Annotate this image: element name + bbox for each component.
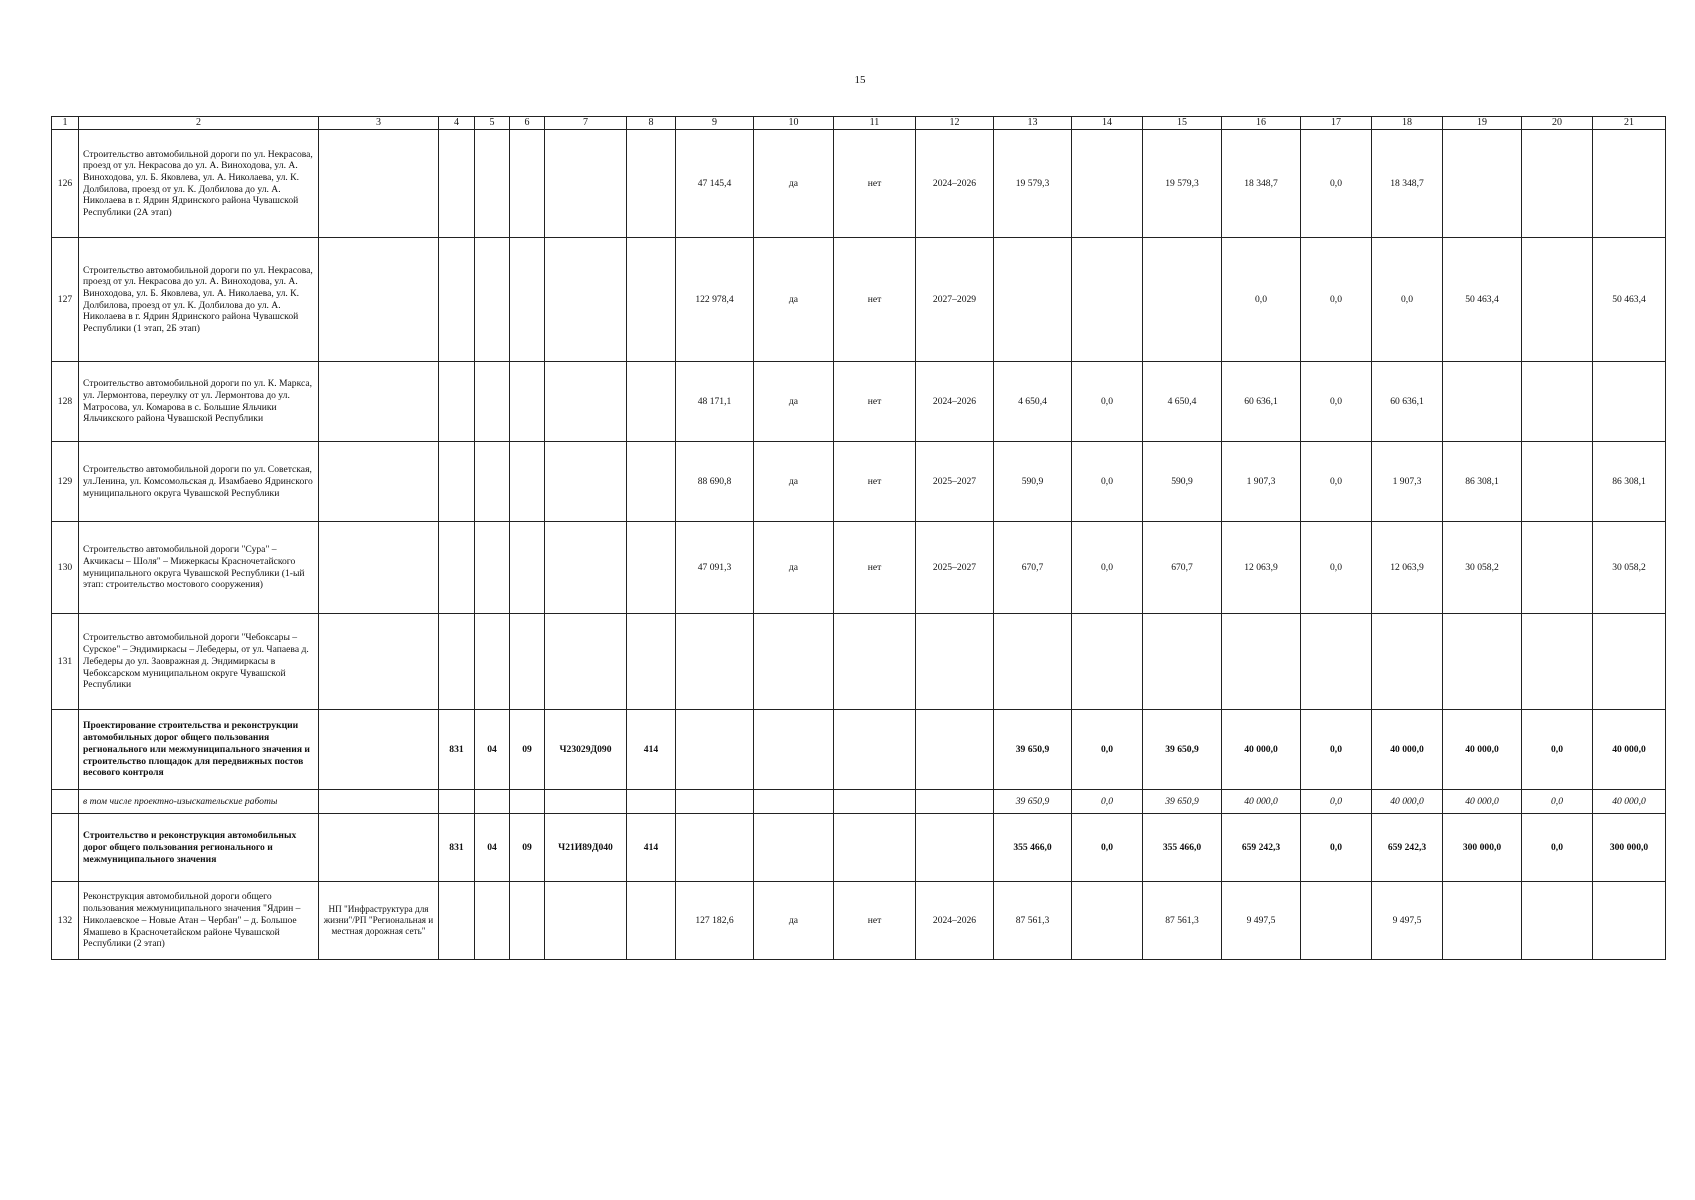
row-name: Проектирование строительства и реконструкции автомобильных дорог общего пользования регионального или межмуниципального значения и строительство площадок для передвижных постов весового контроля [79,710,319,790]
column-numbers-row [52,117,1666,130]
cell-col-16: 40 000,0 [1222,790,1301,814]
cell-col-20 [1522,614,1593,710]
column-number-20: 20 [1522,117,1593,130]
cell-col-10: да [754,882,834,960]
row-project [319,790,439,814]
cell-col-12: 2024–2026 [916,130,994,238]
cell-col-18 [1372,614,1443,710]
row-name: Строительство автомобильной дороги по ул. К. Маркса, ул. Лермонтова, переулку от ул. Лермонтова до ул. Матросова, ул. Комарова в с. Большие Яльчики Яльчикского района Чувашской Республики [79,362,319,442]
cell-col-18: 40 000,0 [1372,710,1443,790]
cell-col-17: 0,0 [1301,710,1372,790]
cell-col-4 [439,130,475,238]
column-number-5: 5 [475,117,510,130]
cell-col-14: 0,0 [1072,442,1143,522]
column-number-6: 6 [510,117,545,130]
row-name: Строительство автомобильной дороги по ул. Некрасова, проезд от ул. Некрасова до ул. А. Виноходова, ул. А. Виноходова, ул. Б. Яковлева, ул. А. Николаева, ул. К. Долбилова, проезд от ул. К. Долбилова до ул. А. Николаева в г. Ядрин Ядринского района Чувашской Республики (1 этап, 2Б этап) [79,238,319,362]
column-number-9: 9 [676,117,754,130]
cell-col-17: 0,0 [1301,522,1372,614]
cell-col-20: 0,0 [1522,814,1593,882]
cell-col-12: 2024–2026 [916,882,994,960]
cell-col-18: 659 242,3 [1372,814,1443,882]
table-row [52,882,1666,960]
cell-col-8 [627,130,676,238]
cell-col-4 [439,522,475,614]
cell-col-13: 355 466,0 [994,814,1072,882]
cell-col-6 [510,442,545,522]
cell-col-16: 0,0 [1222,238,1301,362]
cell-col-10: да [754,238,834,362]
column-number-3: 3 [319,117,439,130]
cell-col-11: нет [834,882,916,960]
cell-col-19 [1443,614,1522,710]
column-number-19: 19 [1443,117,1522,130]
row-number: 128 [52,362,79,442]
cell-col-11 [834,614,916,710]
row-name: Строительство и реконструкция автомобильных дорог общего пользования регионального и межмуниципального значения [79,814,319,882]
column-number-2: 2 [79,117,319,130]
cell-col-20 [1522,442,1593,522]
cell-col-9: 48 171,1 [676,362,754,442]
column-number-17: 17 [1301,117,1372,130]
cell-col-16 [1222,614,1301,710]
subtotal-row [52,710,1666,790]
row-project [319,522,439,614]
cell-col-15 [1143,614,1222,710]
cell-col-17 [1301,614,1372,710]
cell-col-9: 47 091,3 [676,522,754,614]
cell-col-19: 30 058,2 [1443,522,1522,614]
column-number-11: 11 [834,117,916,130]
cell-col-19: 86 308,1 [1443,442,1522,522]
cell-col-17: 0,0 [1301,814,1372,882]
cell-col-4 [439,442,475,522]
cell-col-7: Ч23029Д090 [545,710,627,790]
cell-col-11: нет [834,238,916,362]
cell-col-11: нет [834,362,916,442]
cell-col-11 [834,790,916,814]
cell-col-17: 0,0 [1301,442,1372,522]
budget-table [51,116,1666,960]
cell-col-8 [627,614,676,710]
cell-col-14: 0,0 [1072,362,1143,442]
cell-col-7 [545,614,627,710]
cell-col-15: 4 650,4 [1143,362,1222,442]
table-row [52,130,1666,238]
cell-col-9 [676,614,754,710]
cell-col-16: 12 063,9 [1222,522,1301,614]
cell-col-15: 670,7 [1143,522,1222,614]
row-number: 129 [52,442,79,522]
cell-col-12 [916,710,994,790]
cell-col-16: 40 000,0 [1222,710,1301,790]
cell-col-15: 590,9 [1143,442,1222,522]
cell-col-5 [475,790,510,814]
cell-col-16: 18 348,7 [1222,130,1301,238]
cell-col-17: 0,0 [1301,130,1372,238]
cell-col-9: 122 978,4 [676,238,754,362]
cell-col-12 [916,814,994,882]
row-name: Реконструкция автомобильной дороги общего пользования межмуниципального значения "Ядрин – Николаевское – Новые Атан – Чербан" – д. Большое Ямашево в Красночетайском районе Чувашской Республики (2 этап) [79,882,319,960]
cell-col-10: да [754,442,834,522]
cell-col-19: 40 000,0 [1443,710,1522,790]
table-row [52,522,1666,614]
cell-col-10: да [754,130,834,238]
cell-col-5: 04 [475,710,510,790]
cell-col-13: 19 579,3 [994,130,1072,238]
cell-col-12: 2027–2029 [916,238,994,362]
cell-col-21: 86 308,1 [1593,442,1666,522]
cell-col-6: 09 [510,814,545,882]
row-project [319,442,439,522]
cell-col-19 [1443,882,1522,960]
cell-col-4: 831 [439,710,475,790]
cell-col-9: 47 145,4 [676,130,754,238]
cell-col-7 [545,362,627,442]
cell-col-8: 414 [627,710,676,790]
cell-col-19: 50 463,4 [1443,238,1522,362]
cell-col-10: да [754,522,834,614]
row-name: в том числе проектно-изыскательские работы [79,790,319,814]
cell-col-5 [475,882,510,960]
cell-col-8 [627,882,676,960]
cell-col-9 [676,710,754,790]
cell-col-7 [545,442,627,522]
row-project [319,814,439,882]
cell-col-7 [545,882,627,960]
cell-col-12: 2024–2026 [916,362,994,442]
column-number-13: 13 [994,117,1072,130]
row-project [319,614,439,710]
cell-col-10 [754,614,834,710]
cell-col-20 [1522,238,1593,362]
cell-col-8 [627,442,676,522]
row-number [52,710,79,790]
cell-col-15: 87 561,3 [1143,882,1222,960]
subtotal-row [52,814,1666,882]
cell-col-4 [439,362,475,442]
cell-col-10 [754,710,834,790]
row-number [52,814,79,882]
cell-col-15: 39 650,9 [1143,790,1222,814]
cell-col-10 [754,790,834,814]
cell-col-5 [475,614,510,710]
cell-col-15: 39 650,9 [1143,710,1222,790]
cell-col-14: 0,0 [1072,522,1143,614]
row-project: НП "Инфраструктура для жизни"/РП "Региональная и местная дорожная сеть" [319,882,439,960]
cell-col-9 [676,790,754,814]
cell-col-7 [545,522,627,614]
cell-col-6 [510,130,545,238]
table-row [52,442,1666,522]
cell-col-13: 670,7 [994,522,1072,614]
table-row [52,362,1666,442]
cell-col-5 [475,362,510,442]
cell-col-7: Ч21И89Д040 [545,814,627,882]
cell-col-6 [510,614,545,710]
cell-col-5 [475,522,510,614]
cell-col-14: 0,0 [1072,814,1143,882]
cell-col-8: 414 [627,814,676,882]
cell-col-21: 30 058,2 [1593,522,1666,614]
cell-col-20 [1522,130,1593,238]
cell-col-16: 60 636,1 [1222,362,1301,442]
cell-col-14 [1072,238,1143,362]
row-project [319,238,439,362]
cell-col-10: да [754,362,834,442]
cell-col-4 [439,614,475,710]
cell-col-21: 50 463,4 [1593,238,1666,362]
cell-col-4 [439,790,475,814]
row-name: Строительство автомобильной дороги "Чебоксары – Сурское" – Эндимиркасы – Лебедеры, от ул. Чапаева д. Лебедеры до ул. Заовражная д. Эндимиркасы в Чебоксарском муниципальном округе Чувашской Республики [79,614,319,710]
cell-col-13: 39 650,9 [994,710,1072,790]
cell-col-21 [1593,362,1666,442]
cell-col-11: нет [834,442,916,522]
cell-col-6 [510,238,545,362]
column-number-16: 16 [1222,117,1301,130]
cell-col-18: 1 907,3 [1372,442,1443,522]
cell-col-15: 355 466,0 [1143,814,1222,882]
cell-col-11 [834,710,916,790]
cell-col-9 [676,814,754,882]
cell-col-6: 09 [510,710,545,790]
cell-col-21: 300 000,0 [1593,814,1666,882]
cell-col-21: 40 000,0 [1593,790,1666,814]
cell-col-21 [1593,882,1666,960]
cell-col-5 [475,442,510,522]
cell-col-8 [627,362,676,442]
cell-col-12 [916,790,994,814]
cell-col-4 [439,238,475,362]
cell-col-20: 0,0 [1522,790,1593,814]
column-number-7: 7 [545,117,627,130]
column-number-8: 8 [627,117,676,130]
cell-col-5 [475,238,510,362]
column-number-14: 14 [1072,117,1143,130]
cell-col-18: 9 497,5 [1372,882,1443,960]
cell-col-6 [510,790,545,814]
cell-col-14: 0,0 [1072,710,1143,790]
cell-col-13: 87 561,3 [994,882,1072,960]
cell-col-6 [510,882,545,960]
cell-col-4: 831 [439,814,475,882]
cell-col-20: 0,0 [1522,710,1593,790]
cell-col-12 [916,614,994,710]
cell-col-14 [1072,882,1143,960]
row-number [52,790,79,814]
cell-col-19: 40 000,0 [1443,790,1522,814]
cell-col-9: 88 690,8 [676,442,754,522]
cell-col-15: 19 579,3 [1143,130,1222,238]
cell-col-6 [510,522,545,614]
cell-col-21 [1593,130,1666,238]
cell-col-20 [1522,522,1593,614]
cell-col-12: 2025–2027 [916,442,994,522]
cell-col-16: 9 497,5 [1222,882,1301,960]
cell-col-14 [1072,130,1143,238]
cell-col-18: 40 000,0 [1372,790,1443,814]
cell-col-7 [545,130,627,238]
row-project [319,362,439,442]
cell-col-14: 0,0 [1072,790,1143,814]
cell-col-15 [1143,238,1222,362]
column-number-4: 4 [439,117,475,130]
cell-col-17: 0,0 [1301,362,1372,442]
row-project [319,710,439,790]
cell-col-11 [834,814,916,882]
cell-col-6 [510,362,545,442]
cell-col-7 [545,238,627,362]
cell-col-19 [1443,362,1522,442]
cell-col-5: 04 [475,814,510,882]
cell-col-8 [627,238,676,362]
row-number: 127 [52,238,79,362]
cell-col-17: 0,0 [1301,238,1372,362]
row-number: 132 [52,882,79,960]
cell-col-13: 4 650,4 [994,362,1072,442]
row-name: Строительство автомобильной дороги "Сура" – Акчикасы – Шоля" – Мижеркасы Красночетайского муниципального округа Чувашской Республики (1-ый этап: строительство мостового сооружения) [79,522,319,614]
cell-col-18: 18 348,7 [1372,130,1443,238]
cell-col-16: 659 242,3 [1222,814,1301,882]
cell-col-9: 127 182,6 [676,882,754,960]
cell-col-18: 0,0 [1372,238,1443,362]
row-name: Строительство автомобильной дороги по ул. Некрасова, проезд от ул. Некрасова до ул. А. Виноходова, ул. А. Виноходова, ул. Б. Яковлева, ул. А. Николаева, ул. К. Долбилова, проезд от ул. К. Долбилова до ул. А. Николаева в г. Ядрин Ядринского района Чувашской Республики (2А этап) [79,130,319,238]
cell-col-19: 300 000,0 [1443,814,1522,882]
column-number-15: 15 [1143,117,1222,130]
cell-col-17 [1301,882,1372,960]
cell-col-21 [1593,614,1666,710]
page-number: 15 [854,74,866,86]
column-number-18: 18 [1372,117,1443,130]
cell-col-13 [994,614,1072,710]
row-number: 130 [52,522,79,614]
cell-col-7 [545,790,627,814]
cell-col-11: нет [834,130,916,238]
table-row [52,238,1666,362]
cell-col-20 [1522,882,1593,960]
cell-col-10 [754,814,834,882]
cell-col-13: 590,9 [994,442,1072,522]
row-number: 126 [52,130,79,238]
cell-col-18: 60 636,1 [1372,362,1443,442]
row-number: 131 [52,614,79,710]
cell-col-8 [627,790,676,814]
table-row [52,614,1666,710]
cell-col-11: нет [834,522,916,614]
cell-col-17: 0,0 [1301,790,1372,814]
cell-col-5 [475,130,510,238]
column-number-1: 1 [52,117,79,130]
cell-col-8 [627,522,676,614]
column-number-21: 21 [1593,117,1666,130]
row-project [319,130,439,238]
cell-col-13 [994,238,1072,362]
column-number-12: 12 [916,117,994,130]
cell-col-18: 12 063,9 [1372,522,1443,614]
cell-col-4 [439,882,475,960]
cell-col-14 [1072,614,1143,710]
cell-col-13: 39 650,9 [994,790,1072,814]
cell-col-21: 40 000,0 [1593,710,1666,790]
cell-col-16: 1 907,3 [1222,442,1301,522]
cell-col-20 [1522,362,1593,442]
row-name: Строительство автомобильной дороги по ул. Советская, ул.Ленина, ул. Комсомольская д. Изамбаево Ядринского муниципального округа Чувашской Республики [79,442,319,522]
cell-col-12: 2025–2027 [916,522,994,614]
detail-row [52,790,1666,814]
column-number-10: 10 [754,117,834,130]
cell-col-19 [1443,130,1522,238]
